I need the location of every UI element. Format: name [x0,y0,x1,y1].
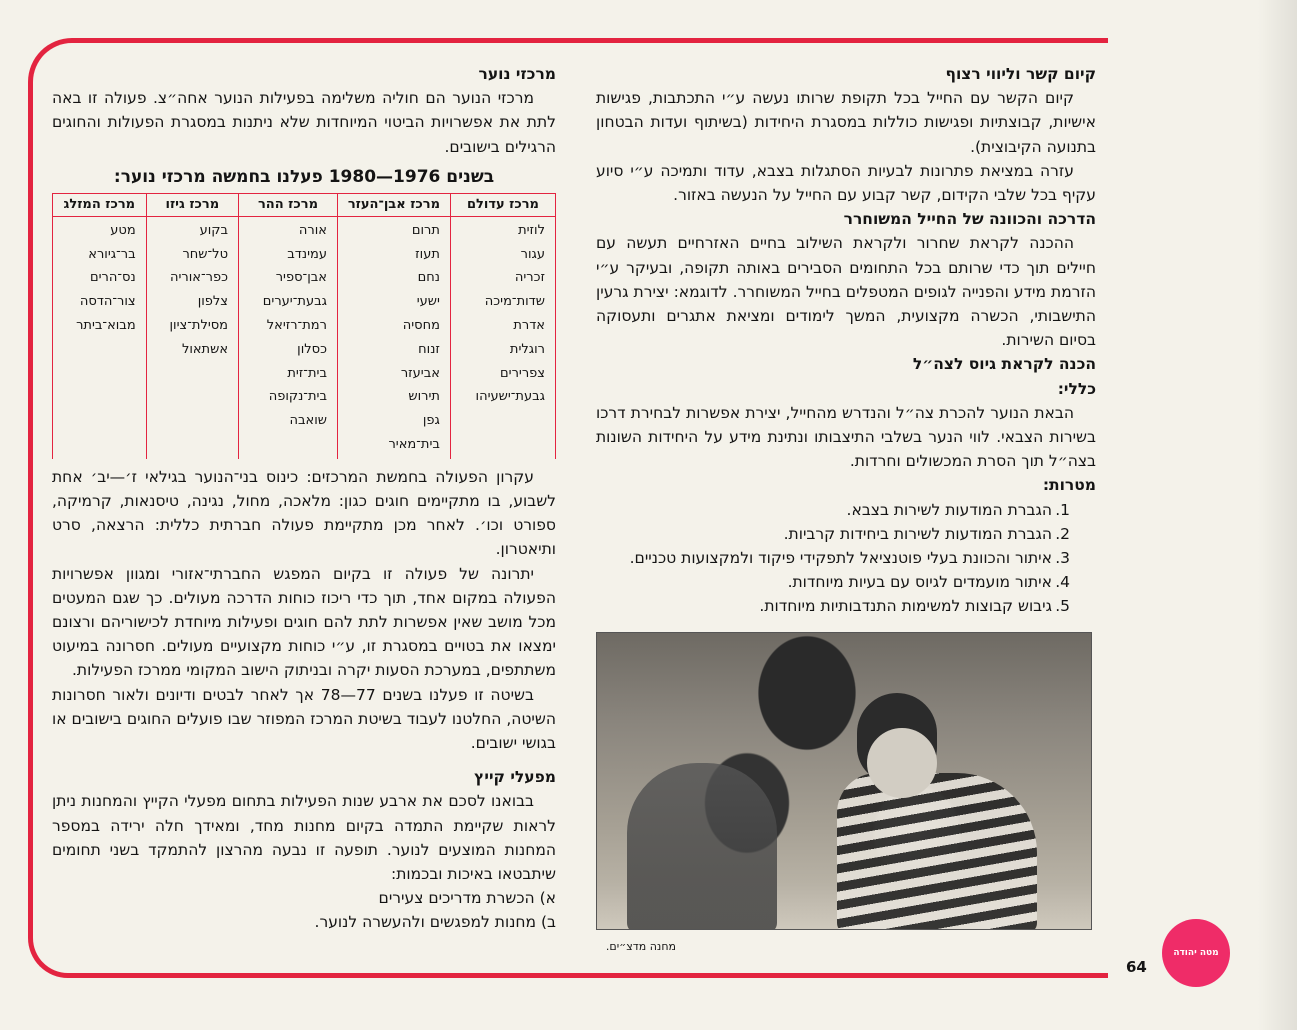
heading-discharged-soldier: הדרכה והכוונה של החייל המשוחרר [843,210,1096,229]
heading-ongoing-contact: קיום קשר וליווי רצוף [945,65,1096,83]
paragraph-summer-projects: בבואנו לסכם את ארבע שנות הפעילות בתחום מפעלי הקייץ והמחנות ניתן לראות שקיימת התמדה בקיום מחנות מחד, ומאידך חלה ירידה במספר המחנות המוצעים לנוער. תופעה זו נבעה מהרצון להתמקד בשני תחומים שיתבטאו באיכות ובכמות: [52,792,556,884]
table-column-even-haezer: תרום תעוז נחם ישעי מחסיה זנוח אביעזר תירוש גפן בית־מאיר [337,216,450,458]
left-column [52,62,556,935]
list-item-a: א) הכשרת מדריכים צעירים [378,889,556,908]
list-item: 5.גיבוש קבוצות למשימות התנדבותיות מיוחדות. [759,597,1070,616]
paragraph-discharge: ההכנה לקראת שחרור ולקראת השילוב בחיים האזרחיים תעשה עם חיילים תוך כדי שרותם בכל התחומים הסבירים באותה תקופה, ובעיקר ע״י הזרמת מידע והפנייה לגופים המטפלים בחייל המשוחרר. לדוגמא: יצירת גרעין התישבותי, הכשרה מקצועית, המשך לימודים ומציאת אתגרים ותעסוקה בסיום השירות. [596,234,1096,350]
table-header: מרכז גיזו [146,193,238,216]
heading-preparation-idf: הכנה לקראת גיוס לצה״ל [912,355,1096,374]
photo-caption: מחנה מדצ״ים. [605,940,676,953]
table-column-gizo: בקוע טל־שחר כפר־אוריה צלפון מסילת־ציון אשתאול [146,216,238,458]
table-header: מרכז אבן־העזר [337,193,450,216]
list-item: 2.הגברת המודעות לשירות ביחידות קרביות. [783,524,1070,543]
page-edge-shadow [1257,0,1297,1030]
paragraph-youth-centers-2: עקרון הפעולה בחמשת המרכזים: כינוס בני־הנוער בגילאי ז׳—יב׳ אחת לשבוע, בו מתקיימים חוגים כגון: מלאכה, מחול, נגינה, טיסנאות, קרמיקה, ספורט וכו׳. לאחר מכן מתקיימת פעולה חברתית כללית: הרצאה, סרט ותיאטרון. [52,467,556,559]
list-item: 4.איתור מועמדים לגיוס עם בעיות מיוחדות. [787,573,1070,592]
list-item: 3.איתור והכוונת בעלי פוטנציאל לתפקידי פיקוד ולמקצועות טכניים. [629,549,1070,568]
page-number: 64 [1126,958,1147,976]
right-column [596,62,1096,619]
table-column-hahar: אורה עמינדב אבן־ספיר גבעת־יערים רמת־רזיאל כסלון בית־זית בית־נקופה שואבה [239,216,338,458]
paragraph-youth-centers-3: יתרונה של פעולה זו בקיום המפגש החברתי־אזורי ומגוון אפשרויות הפעולה במקום אחד, תוך כדי ריכוז כוחות הדרכה מעולים. כך שגם המעטים מכל מושב שאין אפשרות לתת להם חוגים ופעילות מיוחדת לכישוריהם ורצונם ימצאו את בטויים במסגרת זו, ע״י כוחות מקצועיים מעולים. חסרונה במיעוט משתתפים, במערכת הסעות יקרה ובניתוק הישוב המקומי ממרכז הפעילות. [52,564,556,680]
subheading-goals: מטרות: [1042,476,1096,495]
list-item: 1.הגברת המודעות לשירות בצבא. [846,500,1070,519]
paragraph-youth-centers-4: בשיטה זו פעלנו בשנים 77—78 אך לאחר לבטים ודיונים ולאור חסרונות השיטה, החלטנו לעבוד בשיטת המרכז המפוזר שבו פועלים החוגים בישובים או בגושי ישובים. [52,685,556,753]
heading-summer-projects: מפעלי קייץ [474,768,556,787]
paragraph-contact-1: קיום הקשר עם החייל בכל תקופת שרותו נעשה ע״י התכתבות, פגישות אישיות, קבוצתיות ופגישות כוללות במסגרת היחידות (בשיתוף ועדות הבטחון בתנועה הקיבוצית). [596,89,1096,156]
paragraph-contact-2: עזרה במציאת פתרונות לבעיות הסתגלות בצבא, עדוד ותמיכה ע״י סיוע עקיף בכל שלבי הקידום, קשר קבוע עם החייל על הנעשה באזור. [596,161,1096,205]
camp-photo [596,632,1092,930]
heading-youth-centers: מרכזי נוער [478,65,556,83]
youth-centers-table [52,193,556,459]
logo-text: מטה יהודה [1173,947,1219,958]
paragraph-general: הבאת הנוער להכרת צה״ל והנדרש מהחייל, יצירת אפשרות לבחירת דרכו בשירות הצבאי. לווי הנער בשלבי התיצבותו ונתינת מידע על היחידות השונות בצה״ל תוך הסרת המכשולים וחרדות. [596,403,1096,471]
subheading-general: כללי: [1057,379,1096,398]
paragraph-youth-centers-1: מרכזי הנוער הם חוליה משלימה בפעילות הנוער אחה״צ. פעולה זו באה לתת את אפשרויות הביטוי המיוחדות שלא ניתנות במסגרת הפעולות והחוגים הרגילים בישובים. [52,89,556,156]
table-column-hamazleg: מטע בר־גיורא נס־הרים צור־הדסה מבוא־ביתר [53,216,147,458]
table-header: מרכז המזלג [53,193,147,216]
goals-list [596,498,1096,619]
table-column-adullam: לוזית עגור זכריה שדות־מיכה אדרת רוגלית צפרירים גבעת־ישעיהו [450,216,555,458]
table-header: מרכז עדולם [450,193,555,216]
table-title: בשנים 1976—1980 פעלנו בחמשה מרכזי נוער: [113,166,495,187]
mateh-yehuda-logo [1162,919,1230,987]
table-header: מרכז ההר [239,193,338,216]
list-item-b: ב) מחנות למפגשים ולהעשרה לנוער. [314,913,556,932]
